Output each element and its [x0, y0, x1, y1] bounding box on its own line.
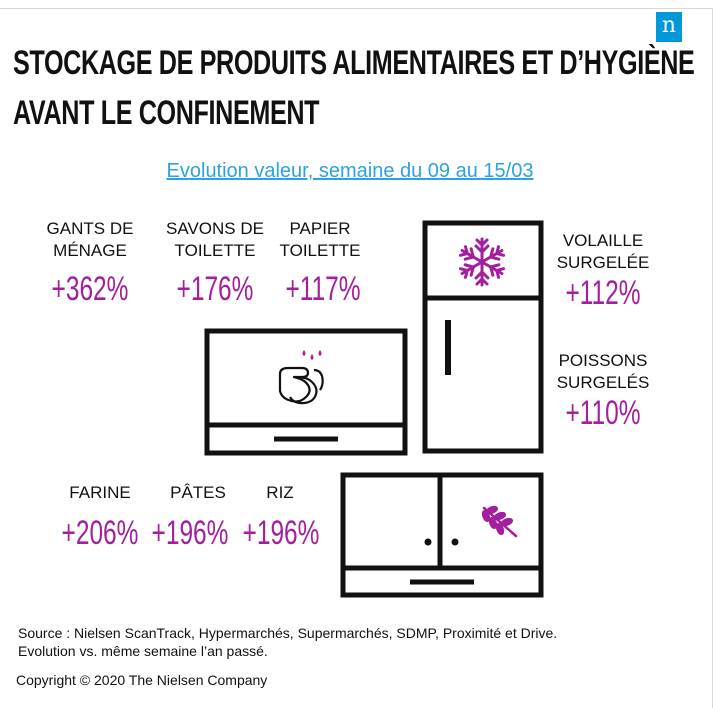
wheat-icon [480, 504, 520, 540]
title-line-1: STOCKAGE DE PRODUITS ALIMENTAIRES ET D’HYGIÈNE [13, 44, 695, 82]
poissons-label-line1: POISSONS [558, 351, 648, 370]
papier-label-line2: TOILETTE [279, 241, 361, 260]
source-line: Source : Nielsen ScanTrack, Hypermarchés, Supermarchés, SDMP, Proximité et Drive. [18, 625, 558, 641]
gants-label-line2: MÉNAGE [53, 241, 127, 260]
evolution-note: Evolution vs. même semaine l’an passé. [18, 643, 268, 659]
papier-value: +117% [285, 270, 361, 308]
gants-value: +362% [51, 270, 129, 308]
savons-label [160, 218, 270, 262]
volaille-value: +112% [565, 274, 641, 312]
volaille-label-line2: SURGELÉE [556, 253, 650, 272]
source-note [18, 624, 557, 660]
savons-label-line2: TOILETTE [174, 241, 256, 260]
snowflake-icon [456, 236, 508, 288]
pates-label: PÂTES [170, 483, 226, 502]
poissons-label [548, 350, 658, 394]
pates-value: +196% [151, 514, 229, 552]
nielsen-logo: n [656, 12, 682, 42]
gants-label [40, 218, 140, 262]
subtitle-link[interactable]: Evolution valeur, semaine du 09 au 15/03 [166, 160, 534, 182]
papier-label-line1: PAPIER [289, 219, 351, 238]
savons-value: +176% [176, 270, 254, 308]
papier-label [270, 218, 370, 262]
hand-washing-icon [276, 344, 326, 406]
riz-label: RIZ [266, 483, 294, 502]
poissons-label-line2: SURGELÉS [556, 373, 650, 392]
riz-value: +196% [242, 514, 320, 552]
copyright: Copyright © 2020 The Nielsen Company [16, 672, 268, 688]
savons-label-line1: SAVONS DE [166, 219, 264, 238]
farine-label: FARINE [69, 483, 131, 502]
title-line-2: AVANT LE CONFINEMENT [13, 94, 320, 132]
farine-value: +206% [61, 514, 139, 552]
gants-label-line1: GANTS DE [46, 219, 134, 238]
volaille-label-line1: VOLAILLE [562, 231, 644, 250]
poissons-value: +110% [565, 394, 641, 432]
volaille-label [548, 230, 658, 274]
